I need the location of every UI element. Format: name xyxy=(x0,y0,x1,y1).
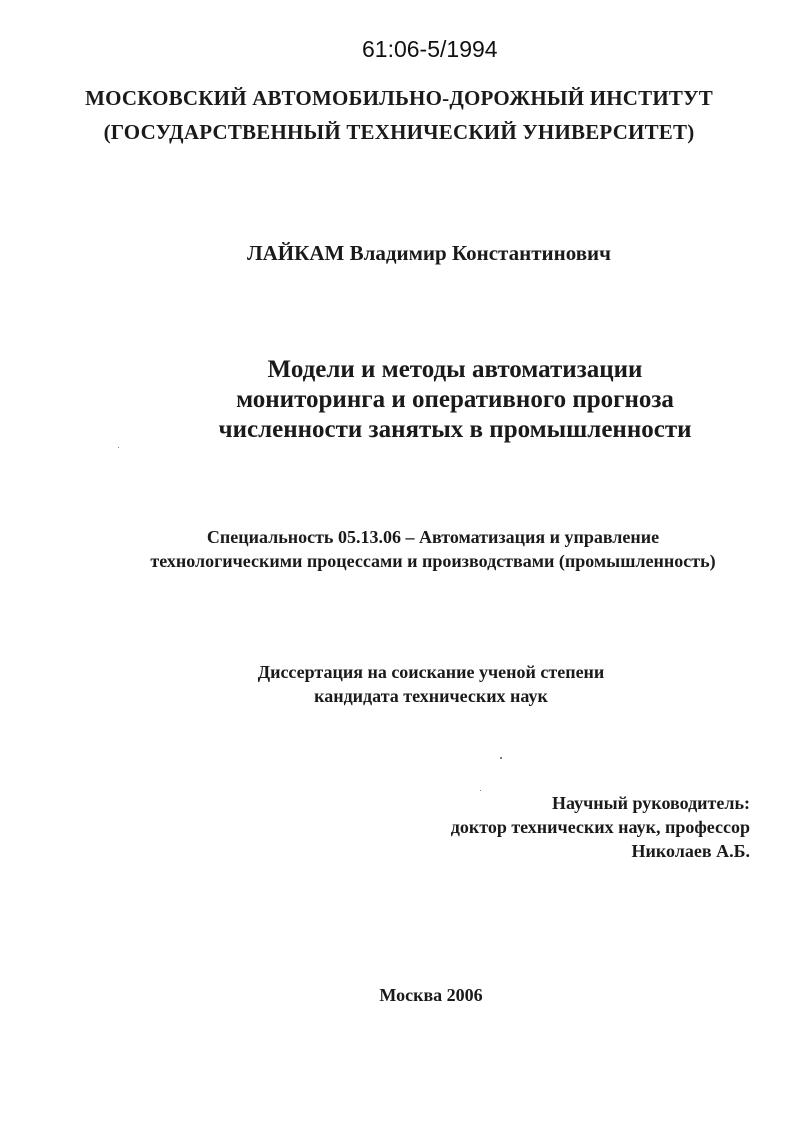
author-name: ЛАЙКАМ Владимир Константинович xyxy=(246,241,611,265)
scan-speck xyxy=(118,447,119,448)
place-and-year: Москва 2006 xyxy=(379,985,483,1005)
thesis-title-line-3: численности занятых в промышленности xyxy=(218,416,692,443)
thesis-title-line-2: мониторинга и оперативного прогноза xyxy=(236,386,674,413)
institution-status: (ГОСУДАРСТВЕННЫЙ ТЕХНИЧЕСКИЙ УНИВЕРСИТЕТ) xyxy=(103,120,695,144)
degree-line-1: Диссертация на соискание ученой степени xyxy=(257,662,605,682)
supervisor-label: Научный руководитель: xyxy=(552,793,750,813)
specialty-line-1: Специальность 05.13.06 – Автоматизация и управление xyxy=(206,527,660,547)
thesis-title-line-1: Модели и методы автоматизации xyxy=(267,356,643,383)
scan-speck xyxy=(500,757,502,759)
specialty-line-2: технологическими процессами и производствами (промышленность) xyxy=(150,551,716,571)
supervisor-name: Николаев А.Б. xyxy=(631,841,750,861)
registry-number: 61:06-5/1994 xyxy=(362,36,498,62)
scan-speck xyxy=(480,790,481,791)
supervisor-credentials: доктор технических наук, профессор xyxy=(450,817,750,837)
degree-line-2: кандидата технических наук xyxy=(314,686,548,706)
institution-name: МОСКОВСКИЙ АВТОМОБИЛЬНО-ДОРОЖНЫЙ ИНСТИТУТ xyxy=(85,86,713,110)
